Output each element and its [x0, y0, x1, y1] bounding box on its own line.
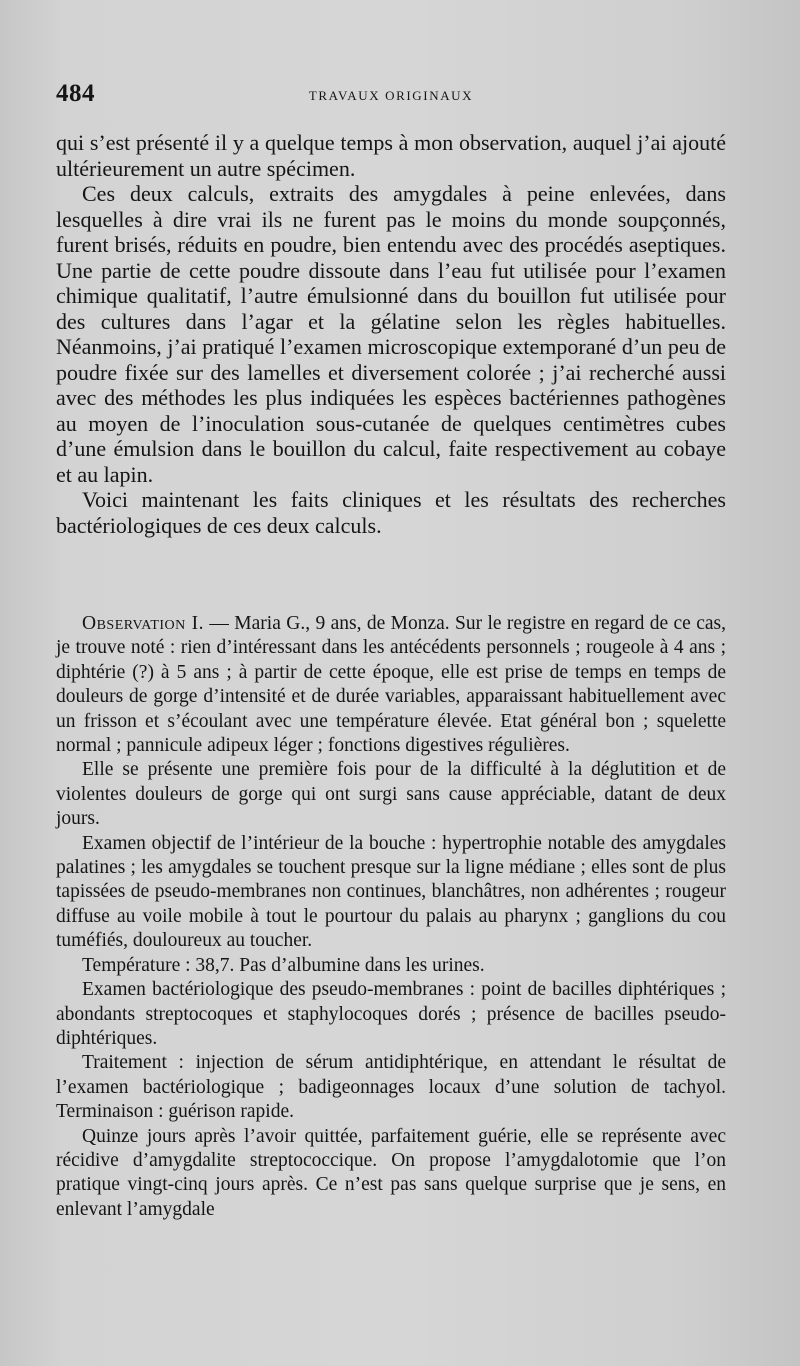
- running-title: TRAVAUX ORIGINAUX: [308, 88, 474, 103]
- body-paragraph: Ces deux calculs, extraits des amygdales à peine enlevées, dans lesquelles à dire vrai ils ne furent pas le moins du monde soupçonnés, furent brisés, réduits en poudre, bien entendu avec des procédés aseptiques. Une partie de cette poudre dissoute dans l’eau fut utilisée pour l’examen chimique qualitatif, l’autre émulsionné dans du bouillon fut utilisée pour des cultures dans l’agar et la gélatine selon les règles habituelles. Néanmoins, j’ai pratiqué l’examen microscopique extemporané d’un peu de poudre fixée sur des lamelles et diversement colorée ; j’ai recherché aussi avec des méthodes les plus indiquées les espèces bactériennes pathogènes au moyen de l’inoculation sous-cutanée de quelques centimètres cubes d’une émulsion dans le bouillon du calcul, faite respectivement au cobaye et au lapin.: [56, 181, 726, 487]
- observation-first-paragraph: [56, 612, 726, 758]
- observation-first-text: — Maria G., 9 ans, de Monza. Sur le registre en regard de ce cas, je trouve noté : rien d’intéressant dans les antécédents personnels ; rougeole à 4 ans ; diphtérie (?) à 5 ans ; à partir de cette époque, elle est prise de temps en temps de douleurs de gorge d’intensité et de durée variables, apparaissant habituellement avec un frisson et s’écoulant avec une température élevée. Etat général bon ; squelette normal ; pannicule adipeux léger ; fonctions digestives régulières.: [56, 613, 726, 757]
- observation-paragraph: Quinze jours après l’avoir quittée, parfaitement guérie, elle se représente avec récidive d’amygdalite streptococcique. On propose l’amygdalotomie que l’on pratique vingt-cinq jours après. Ce n’est pas sans quelque surprise que je sens, en enlevant l’amygdale: [56, 1125, 726, 1220]
- main-text: [56, 130, 726, 538]
- observation-section: [56, 612, 726, 1222]
- observation-paragraph: Examen bactériologique des pseudo-membranes : point de bacilles diphtériques ; abondants streptocoques et staphylocoques dorés ; présence de bacilles pseudo-diphtériques.: [56, 979, 726, 1049]
- observation-paragraph: Température : 38,7. Pas d’albumine dans les urines.: [82, 954, 485, 976]
- page-number: 484: [56, 80, 95, 107]
- body-paragraph: qui s’est présenté il y a quelque temps à mon observation, auquel j’ai ajouté ultérieurement un autre spécimen.: [56, 130, 726, 181]
- observation-heading: Observation I.: [82, 613, 205, 634]
- observation-paragraph: Elle se présente une première fois pour de la difficulté à la déglutition et de violentes douleurs de gorge qui ont surgi sans cause appréciable, datant de deux jours.: [56, 759, 726, 830]
- body-paragraph: Voici maintenant les faits cliniques et les résultats des recherches bactériologiques de ces deux calculs.: [56, 487, 726, 538]
- observation-paragraph: Traitement : injection de sérum antidiphtérique, en attendant le résultat de l’examen bactériologique ; badigeonnages locaux d’une solution de tachyol. Terminaison : guérison rapide.: [56, 1052, 726, 1123]
- observation-paragraph: Examen objectif de l’intérieur de la bouche : hypertrophie notable des amygdales palatines ; les amygdales se touchent presque sur la ligne médiane ; elles sont de plus tapissées de pseudo-membranes non continues, blanchâtres, non adhérentes ; rougeur diffuse au voile mobile à tout le pourtour du palais au pharynx ; ganglions du cou tuméfiés, douloureux au toucher.: [56, 832, 726, 952]
- page-header: [56, 80, 726, 116]
